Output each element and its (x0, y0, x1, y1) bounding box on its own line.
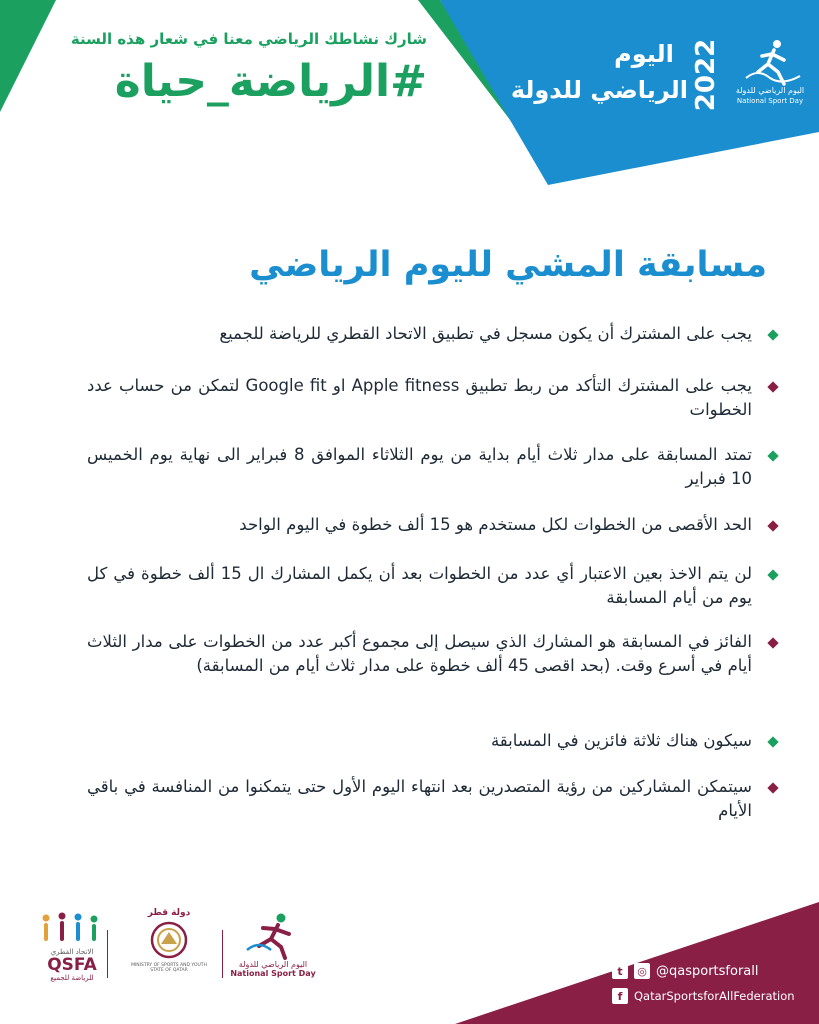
logo-divider (222, 930, 223, 978)
nsd-arabic-name: اليوم الرياضي للدولة (238, 960, 308, 969)
brand-title-line2: الرياضي للدولة (510, 76, 688, 104)
rule-text: سيكون هناك ثلاثة فائزين في المسابقة (490, 731, 752, 750)
brand-logo-arabic: اليوم الرياضي للدولة (735, 86, 805, 95)
ministry-logo (122, 908, 216, 988)
nsd-runner-icon (245, 912, 301, 960)
ministry-arabic-name: دولة قطر (147, 908, 191, 918)
rule-text: الحد الأقصى من الخطوات لكل مستخدم هو 15 ألف خطوة في اليوم الواحد (239, 515, 752, 534)
rule-text: يجب على المشترك التأكد من ربط تطبيق Apple fitness او Google fit لتمكن من حساب عدد الخطوات (87, 376, 753, 419)
runner-logo-icon (744, 38, 804, 86)
instagram-icon: ◎ (634, 963, 650, 979)
ministry-english-state: STATE OF QATAR (150, 968, 188, 973)
twitter-icon: t (612, 963, 628, 979)
rule-text: سيتمكن المشاركين من رؤية المتصدرين بعد انتهاء اليوم الأول حتى يتمكنوا من المنافسة في باقي الأيام (87, 777, 752, 820)
rule-item (87, 630, 777, 678)
maroon-diamond-bullet-icon (767, 637, 778, 648)
rule-text: الفائز في المسابقة هو المشارك الذي سيصل إلى مجموع أكبر عدد من الخطوات على مدار الثلاث أيام في أسرع وقت. (بحد اقصى 45 ألف خطوة على مدار ثلاث أيام من المسابقة) (87, 632, 752, 675)
green-diamond-bullet-icon (767, 569, 778, 580)
rule-item (87, 775, 777, 823)
page-title: مسابقة المشي لليوم الرياضي (249, 245, 767, 285)
rule-item (87, 513, 777, 537)
maroon-diamond-bullet-icon (767, 520, 778, 531)
rule-text: يجب على المشترك أن يكون مسجل في تطبيق الاتحاد القطري للرياضة للجميع (219, 324, 752, 343)
rule-item (87, 729, 777, 753)
ministry-english-name: MINISTRY OF SPORTS AND YOUTH (131, 963, 207, 968)
header-hashtag: #الرياضة_حياة (114, 56, 427, 107)
brand-logo-english: National Sport Day (736, 97, 804, 105)
qsfa-abbreviation: QSFA (47, 955, 97, 975)
rule-item (87, 374, 777, 422)
facebook-page: QatarSportsforAllFederation (634, 989, 795, 1003)
rule-text: لن يتم الاخذ بعين الاعتبار أي عدد من الخطوات بعد أن يكمل المشارك ال 15 ألف خطوة في كل يوم من أيام المسابقة (87, 564, 752, 607)
maroon-diamond-bullet-icon (767, 381, 778, 392)
green-diamond-bullet-icon (767, 736, 778, 747)
rule-item (87, 322, 777, 346)
header-tagline: شارك نشاطك الرياضي معنا في شعار هذه السنة (70, 30, 427, 48)
qsfa-logo (30, 912, 114, 982)
social-handle-row[interactable] (612, 963, 812, 979)
nsd-english-name: National Sport Day (230, 969, 316, 978)
rule-text: تمتد المسابقة على مدار ثلاث أيام بداية من يوم الثلاثاء الموافق 8 فبراير الى نهاية يوم الخميس 10 فبراير (87, 445, 752, 488)
facebook-page-row[interactable] (612, 988, 812, 1004)
brand-title-line1: اليوم (614, 40, 674, 68)
green-diamond-bullet-icon (767, 329, 778, 340)
maroon-diamond-bullet-icon (767, 782, 778, 793)
qsfa-figures-icon (30, 912, 114, 944)
brand-year: 2022 (691, 38, 721, 112)
logo-divider (107, 930, 108, 978)
qsfa-arabic-subtitle: للرياضة للجميع (50, 974, 94, 982)
qatar-emblem-icon (149, 920, 189, 960)
social-handle: @qasportsforall (656, 963, 759, 979)
facebook-icon: f (612, 988, 628, 1004)
national-sport-day-logo (228, 912, 318, 992)
qsfa-arabic-name: الاتحاد القطري (50, 948, 94, 956)
rule-item (87, 562, 777, 610)
green-diamond-bullet-icon (767, 450, 778, 461)
rule-item (87, 443, 777, 491)
